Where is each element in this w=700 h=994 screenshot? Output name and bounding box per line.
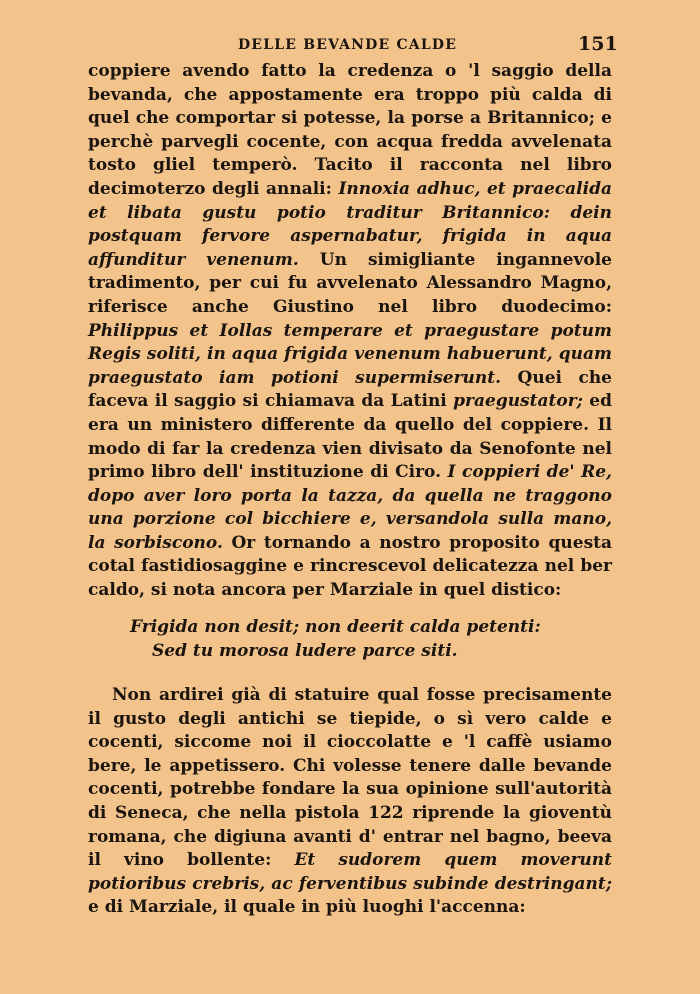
p1-latin-praegustator: praegustator;	[453, 391, 583, 412]
p1-text-2: Un simigliante ingannevole tradimento, per cui fu avvelenato Alessandro Magno, riferisce anche Giustino nel libro duodecimo:	[88, 249, 612, 317]
running-title: DELLE BEVANDE CALDE	[238, 37, 458, 53]
p2-text-1: Non ardirei già di statuire qual fosse precisamente il gusto degli antichi se tiepide, o sì vero calde e cocenti, siccome noi il cioccolatte e 'l caffè usiamo bere, le appetissero. Chi volesse tenere dalle bevande cocenti, potrebbe fondare la sua opinione sull'autorità di Seneca, che nella pistola 122 riprende la gioventù romana, che digiuna avanti d' entrar nel bagno, beeva il vino bollente:	[88, 685, 612, 871]
p1-text-4: ed era un ministero differente da quello del coppiere. Il modo di far la credenza vien divisato da Senofonte nel primo libro dell' instituzione di Ciro.	[88, 391, 613, 483]
paragraph-1	[88, 60, 612, 603]
p1-text-1: coppiere avendo fatto la credenza o 'l saggio della bevanda, che appostamente era troppo più calda di quel che comportar si potesse, la porse a Britannico; e perchè parvegli cocente, con acqua fredda avvelenata tosto gliel temperò. Tacito il racconta nel libro decimoterzo degli annali:	[88, 61, 612, 199]
martial-distich	[130, 615, 541, 663]
page-number: 151	[578, 33, 618, 55]
p1-latin-giustino: Philippus et Iollas temperare et praegustare potum Regis soliti, in aqua frigida venenum habuerunt, quam praegustato iam potioni supermiserunt.	[88, 320, 612, 388]
p2-text-2: e di Marziale, il quale in più luoghi l'accenna:	[88, 897, 526, 918]
paragraph-2	[88, 684, 612, 920]
p1-latin-tacitus: Innoxia adhuc, et praecalida et libata gustu potio traditur Britannico: dein postquam fervore aspernabatur, frigida in aqua affunditur venenum.	[88, 178, 612, 270]
p1-text-5: Or tornando a nostro proposito questa cotal fastidiosaggine e rincrescevol delicatezza nel ber caldo, si nota ancora per Marziale in quel distico:	[88, 532, 613, 601]
verse-line-2: Sed tu morosa ludere parce siti.	[152, 641, 458, 661]
verse-line-1: Frigida non desit; non deerit calda petenti:	[130, 617, 541, 637]
p2-latin-seneca: Et sudorem quem moverunt potioribus crebris, ac ferventibus subinde destringant;	[88, 850, 612, 894]
p1-quote-senofonte: I coppieri de' Re, dopo aver loro porta la tazza, da quella ne traggono una porzione col bicchiere e, versandola sulla mano, la sorbiscono.	[88, 462, 612, 553]
p1-text-3: Quei che faceva il saggio si chiamava da Latini	[88, 367, 612, 412]
